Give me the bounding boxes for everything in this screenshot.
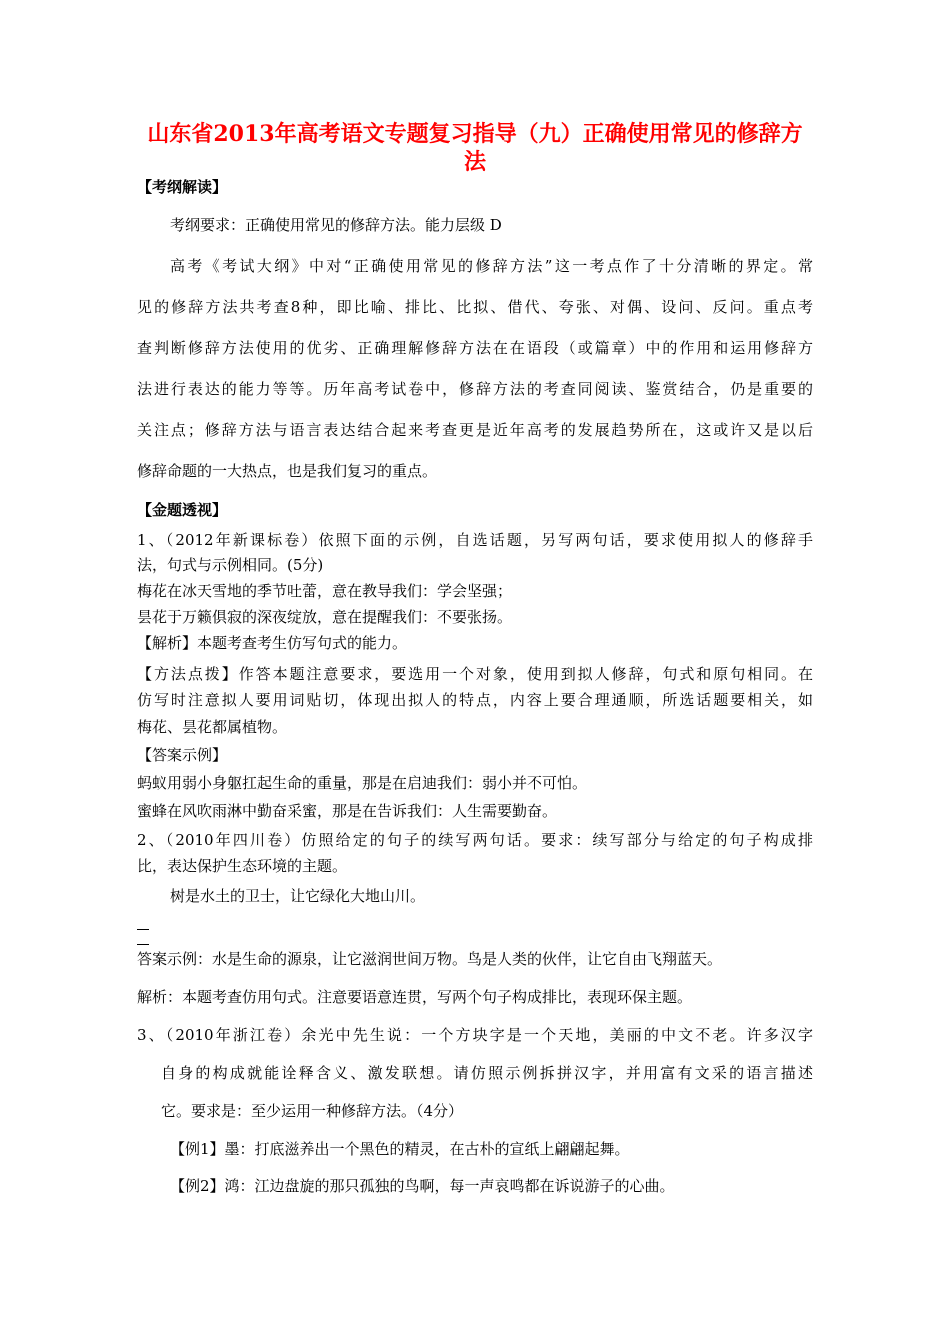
question-1-answer: 蜜蜂在风吹雨淋中勤奋采蜜，那是在告诉我们：人生需要勤奋。 bbox=[137, 802, 558, 820]
question-1-line: 昙花于万籁俱寂的深夜绽放，意在提醒我们：不要张扬。 bbox=[137, 608, 513, 626]
question-1-answer-heading: 【答案示例】 bbox=[137, 746, 228, 764]
question-3-example-2: 【例2】鸿：江边盘旋的那只孤独的鸟啊，每一声哀鸣都在诉说游子的心曲。 bbox=[170, 1177, 675, 1195]
paragraph-line: 高考《考试大纲》中对“正确使用常见的修辞方法”这一考点作了十分清晰的界定。常 bbox=[170, 257, 813, 275]
paragraph-requirement: 考纲要求：正确使用常见的修辞方法。能力层级 D bbox=[170, 216, 502, 234]
question-1-line: 梅花在冰天雪地的季节吐蕾，意在教导我们：学会坚强； bbox=[137, 582, 513, 600]
document-title: 山东省2013年高考语文专题复习指导（九）正确使用常见的修辞方法 bbox=[147, 121, 803, 175]
blank-line bbox=[137, 944, 149, 945]
question-1-line: 1、（2012年新课标卷）依照下面的示例，自选话题，另写两句话，要求使用拟人的修辞手 bbox=[137, 531, 813, 549]
blank-line bbox=[137, 929, 149, 930]
question-1-answer: 蚂蚁用弱小身躯扛起生命的重量，那是在启迪我们：弱小并不可怕。 bbox=[137, 774, 588, 792]
question-3-line: 自身的构成就能诠释含义、激发联想。请仿照示例拆拼汉字，并用富有文采的语言描述 bbox=[161, 1064, 813, 1082]
paragraph-line: 关注点；修辞方法与语言表达结合起来考查更是近年高考的发展趋势所在，这或许又是以后 bbox=[137, 421, 813, 439]
paragraph-line: 查判断修辞方法使用的优劣、正确理解修辞方法在在语段（或篇章）中的作用和运用修辞方 bbox=[137, 339, 813, 357]
section-heading-outline: 【考纲解读】 bbox=[137, 178, 228, 196]
question-3-line: 它。要求是：至少运用一种修辞方法。（4分） bbox=[161, 1102, 464, 1120]
paragraph-line: 见的修辞方法共考查8种，即比喻、排比、比拟、借代、夸张、对偶、设问、反问。重点考 bbox=[137, 298, 813, 316]
section-heading-questions: 【金题透视】 bbox=[137, 501, 228, 519]
question-1-line: 法，句式与示例相同。(5分) bbox=[137, 556, 324, 574]
question-1-method: 梅花、昙花都属植物。 bbox=[137, 718, 288, 736]
question-3-example-1: 【例1】墨：打底滋养出一个黑色的精灵，在古朴的宣纸上翩翩起舞。 bbox=[170, 1140, 630, 1158]
paragraph-line: 修辞命题的一大热点，也是我们复习的重点。 bbox=[137, 462, 438, 480]
question-2-line: 比，表达保护生态环境的主题。 bbox=[137, 857, 348, 875]
question-2-line: 2、（2010年四川卷）仿照给定的句子的续写两句话。要求：续写部分与给定的句子构成排 bbox=[137, 831, 813, 849]
question-2-analysis: 解析：本题考查仿用句式。注意要语意连贯，写两个句子构成排比，表现环保主题。 bbox=[137, 988, 693, 1006]
question-1-method: 【方法点拨】作答本题注意要求，要选用一个对象，使用到拟人修辞，句式和原句相同。在 bbox=[137, 665, 813, 683]
question-1-analysis: 【解析】本题考查考生仿写句式的能力。 bbox=[137, 634, 408, 652]
question-3-line: 3、（2010年浙江卷）余光中先生说：一个方块字是一个天地，美丽的中文不老。许多汉字 bbox=[137, 1026, 813, 1044]
question-2-answer: 答案示例：水是生命的源泉，让它滋润世间万物。鸟是人类的伙伴，让它自由飞翔蓝天。 bbox=[137, 950, 723, 968]
question-2-example: 树是水土的卫士，让它绿化大地山川。 bbox=[170, 887, 426, 905]
paragraph-line: 法进行表达的能力等等。历年高考试卷中，修辞方法的考查同阅读、鉴赏结合，仍是重要的 bbox=[137, 380, 813, 398]
question-1-method: 仿写时注意拟人要用词贴切，体现出拟人的特点，内容上要合理通顺，所选话题要相关，如 bbox=[137, 691, 813, 709]
